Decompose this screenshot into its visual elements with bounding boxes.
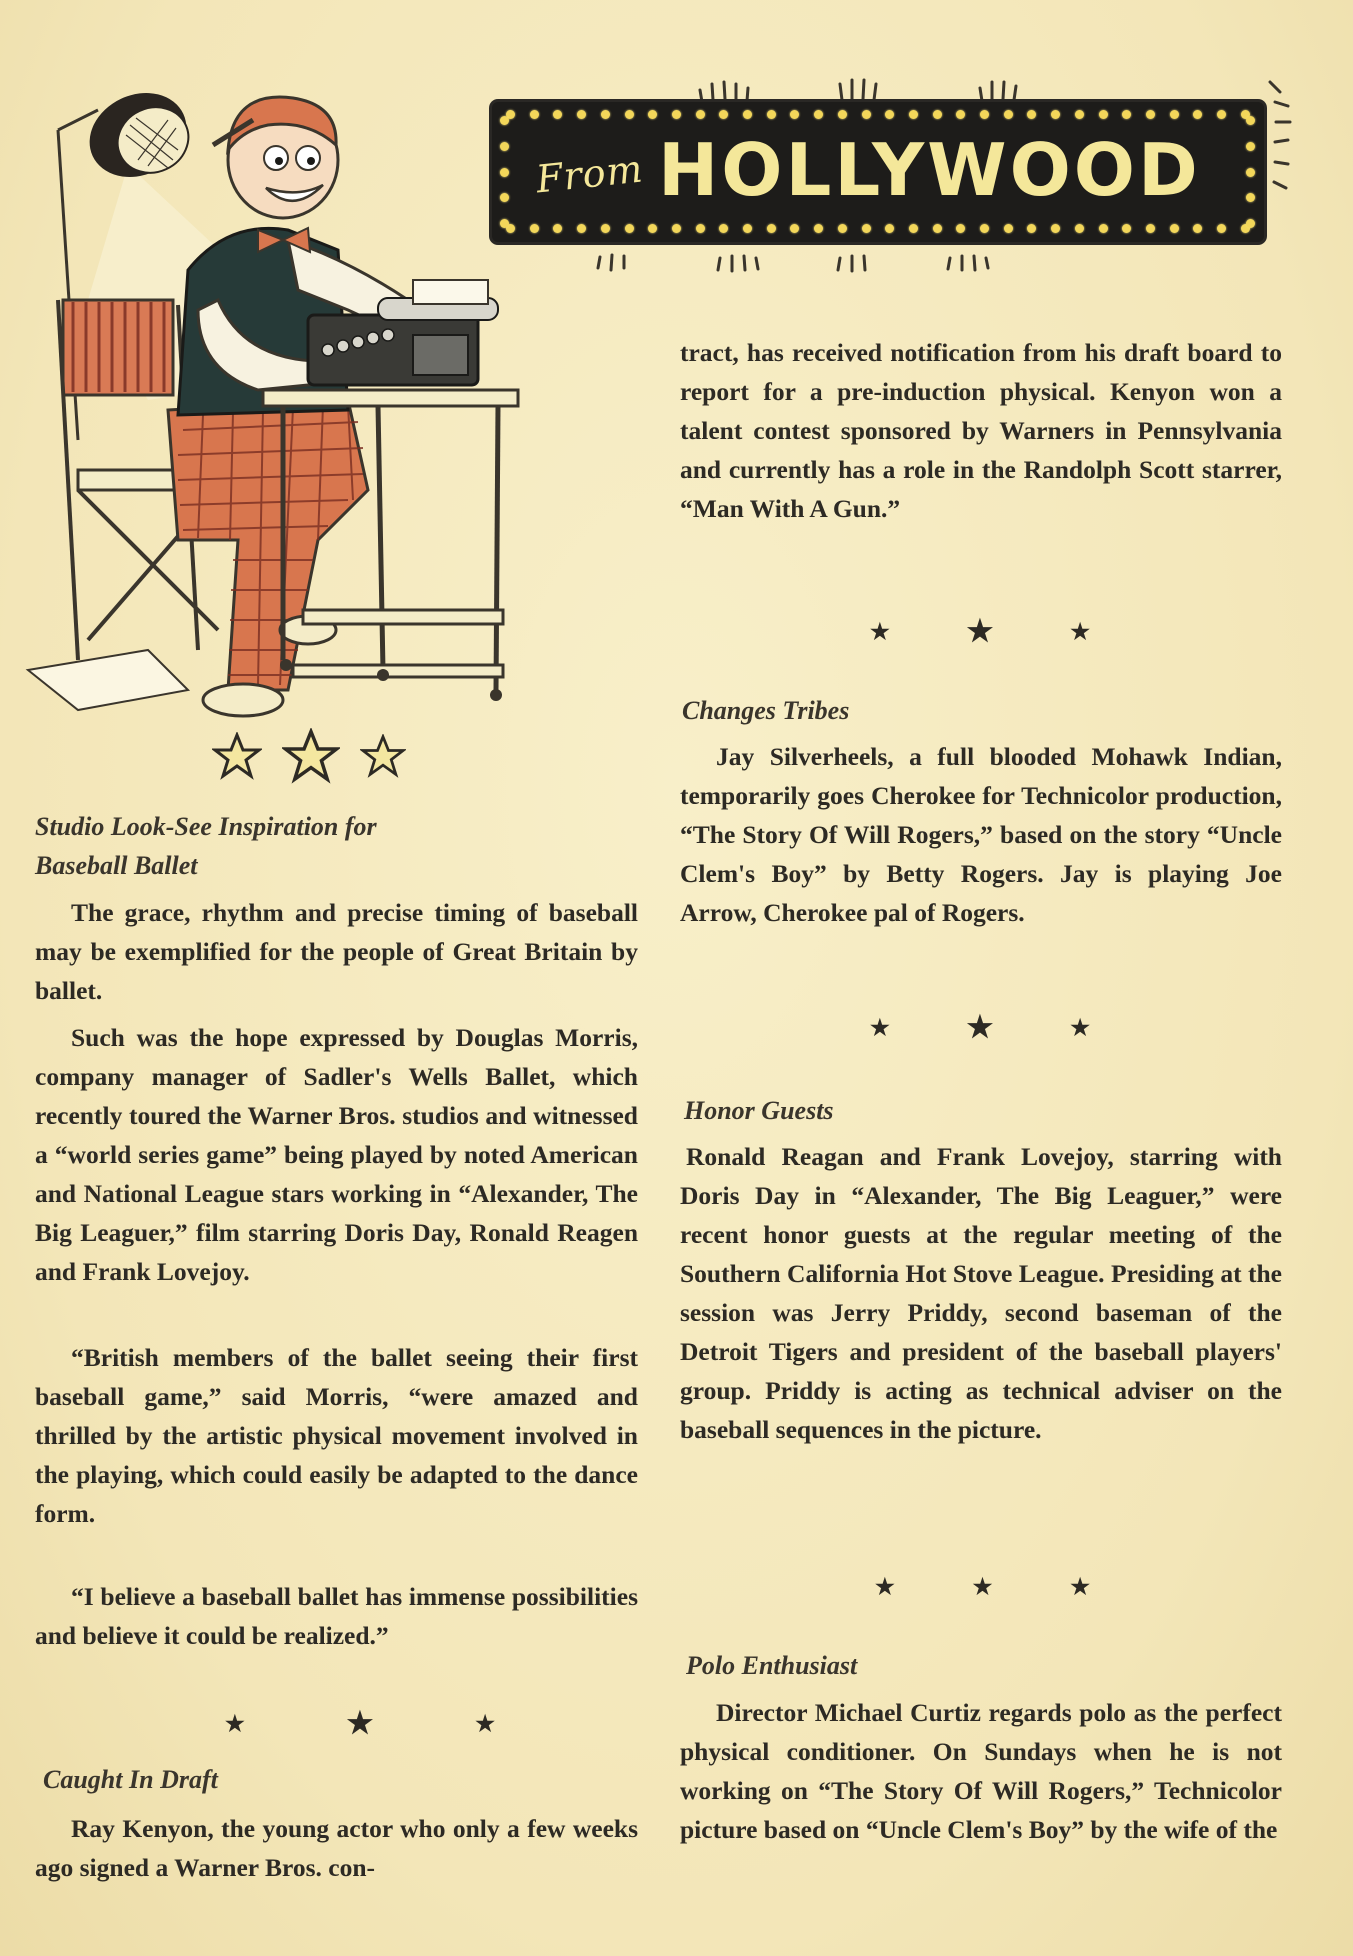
star-icon: ★ [225, 1711, 245, 1736]
paragraph: Ronald Reagan and Frank Lovejoy, starring with Doris Day in “Alexander, The Big Leaguer,” were recent honor guests at the regular meeting of the Southern California Hot Stove League. Presiding at the session was Jerry Priddy, second baseman of the Detroit Tigers and president of the baseball players' group. Priddy is acting as technical adviser on the baseball sequences in the picture. [680, 1142, 1282, 1444]
star-separator [870, 1008, 1090, 1047]
paragraph: The grace, rhythm and precise timing of baseball may be exemplified for the people of Great Britain by ballet. [35, 898, 638, 1005]
star-icon: ★ [346, 1707, 374, 1740]
outline-star-divider [212, 728, 406, 784]
eye-left [264, 146, 288, 170]
star-icon: ★ [966, 615, 994, 648]
star-icon: ★ [966, 1011, 994, 1044]
outline-star-icon [360, 734, 406, 778]
marquee-sign [492, 102, 1264, 242]
star-icon: ★ [870, 1015, 890, 1040]
paragraph-continued: tract, has received notification from his draft board to report for a pre-induction physical. Kenyon won a talent contest sponsored by Warners in Pennsylvania and currently has a role in the Randolph Scott starrer, “Man With A Gun.” [680, 338, 1282, 523]
pupil-left [275, 157, 283, 165]
heading-baseball-ballet [35, 807, 638, 885]
heading-honor-guests: Honor Guests [684, 1096, 834, 1125]
hollywood-marquee-banner [480, 72, 1295, 282]
star-icon: ★ [870, 619, 890, 644]
banner-from-text: From [533, 146, 646, 202]
star-icon: ★ [972, 1574, 993, 1599]
eye-right [296, 146, 320, 170]
bulb-col-left [500, 116, 510, 228]
pupil-right [307, 157, 315, 165]
heading-caught-in-draft: Caught In Draft [43, 1765, 218, 1794]
star-icon: ★ [1070, 619, 1090, 644]
paragraph: Such was the hope expressed by Douglas Morris, company manager of Sadler's Wells Ballet, which recently toured the Warner Bros. studios and witnessed a “world series game” being played by noted American and National League stars working in “Alexander, The Big Leaguer,” film starring Doris Day, Ronald Reagen and Frank Lovejoy. [35, 1023, 638, 1286]
star-icon: ★ [1070, 1574, 1090, 1599]
heading-changes-tribes: Changes Tribes [682, 696, 850, 725]
heading-line-2: Baseball Ballet [35, 851, 198, 880]
star-separator [225, 1704, 495, 1743]
paragraph: Ray Kenyon, the young actor who only a few weeks ago signed a Warner Bros. con- [35, 1814, 638, 1882]
bulb-row-bottom [506, 224, 1250, 234]
left-shoe [203, 684, 283, 716]
bulb-row-top [506, 110, 1250, 120]
floor-papers [28, 650, 188, 710]
heading-line-1: Studio Look-See Inspiration for [35, 812, 377, 841]
paragraph: Jay Silverheels, a full blooded Mohawk Indian, temporarily goes Cherokee for Technicolor production, “The Story Of Will Rogers,” based on the story “Uncle Clem's Boy” by Betty Rogers. Jay is playing Joe Arrow, Cherokee pal of Rogers. [680, 742, 1282, 927]
paragraph: Director Michael Curtiz regards polo as the perfect physical conditioner. On Sundays when he is not working on “The Story Of Will Rogers,” Technicolor picture based on “Uncle Clem's Boy” by the wife of the [680, 1698, 1282, 1844]
star-icon: ★ [475, 1711, 495, 1736]
lamp-arm [58, 110, 98, 130]
star-icon: ★ [1070, 1015, 1090, 1040]
star-icon: ★ [875, 1574, 895, 1599]
paragraph: “British members of the ballet seeing their first baseball game,” said Morris, “were amazed and thrilled by the artistic physical movement involved in the playing, which could easily be adapted to the dance form. [35, 1343, 638, 1528]
star-separator [875, 1567, 1090, 1606]
heading-polo-enthusiast: Polo Enthusiast [686, 1651, 858, 1680]
outline-star-icon [282, 728, 340, 784]
paragraph: “I believe a baseball ballet has immense possibilities and believe it could be realized.” [35, 1582, 638, 1650]
bulb-col-right [1246, 116, 1256, 228]
banner-title: HOLLYWOOD [658, 128, 1201, 212]
star-separator [870, 612, 1090, 651]
outline-star-icon [212, 732, 262, 780]
